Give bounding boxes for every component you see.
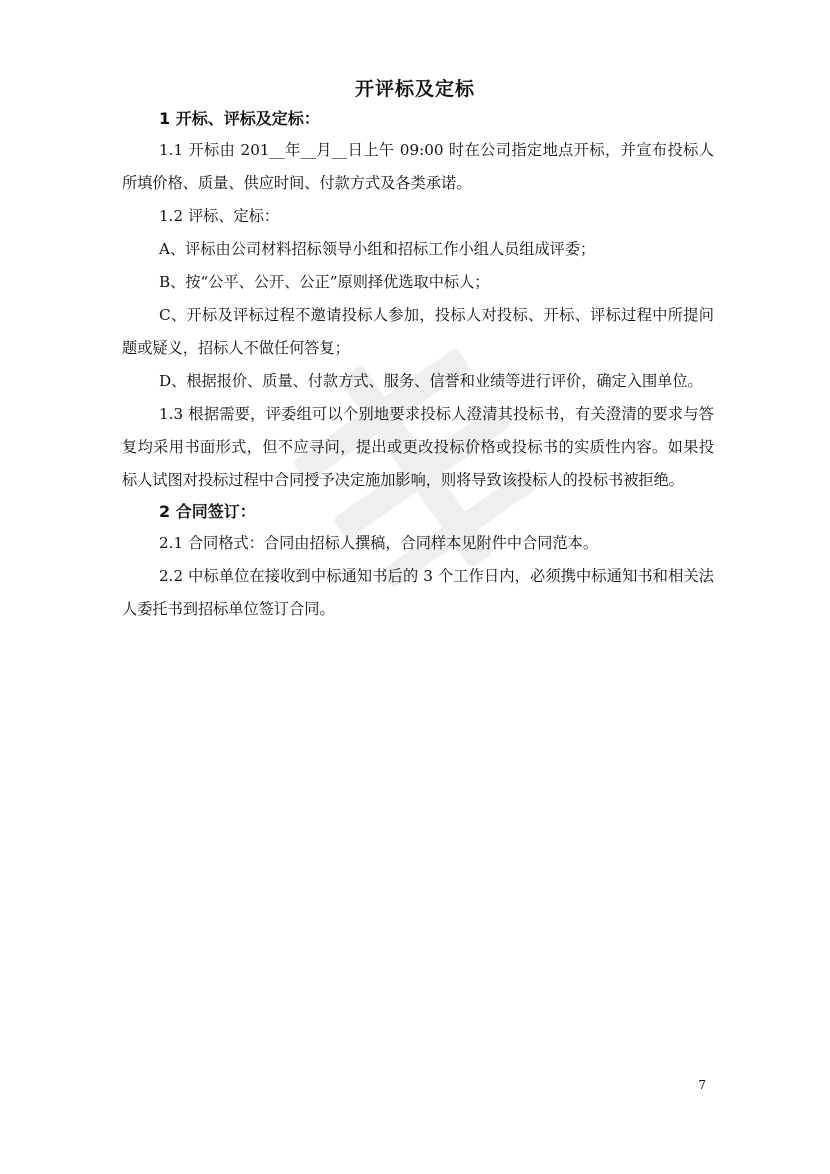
paragraph-2-2: 2.2 中标单位在接收到中标通知书后的 3 个工作日内，必须携中标通知书和相关法人委托书到招标单位签订合同。 xyxy=(122,567,714,618)
paragraph-2-1: 2.1 合同格式：合同由招标人撰稿，合同样本见附件中合同范本。 xyxy=(159,534,599,552)
section-1 xyxy=(122,104,714,497)
page-title: 开评标及定标 xyxy=(354,78,475,100)
section-heading: 2 合同签订： xyxy=(159,502,256,521)
section-2 xyxy=(122,497,714,626)
paragraph-item-d: D、根据报价、质量、付款方式、服务、信誉和业绩等进行评价，确定入围单位。 xyxy=(159,372,703,390)
document-body xyxy=(122,104,714,626)
paragraph-item-b: B、按“公平、公开、公正”原则择优选取中标人； xyxy=(159,273,490,291)
page-number: 7 xyxy=(698,1078,706,1092)
paragraph-1-1: 1.1 开标由 201__年__月__日上午 09:00 时在公司指定地点开标，并宣布投标人所填价格、质量、供应时间、付款方式及各类承诺。 xyxy=(122,141,714,192)
paragraph-1-2: 1.2 评标、定标： xyxy=(159,207,280,225)
paragraph-1-3: 1.3 根据需要，评委组可以个别地要求投标人澄清其投标书，有关澄清的要求与答复均采用书面形式，但不应寻问，提出或更改投标价格或投标书的实质性内容。如果投标人试图对投标过程中合同授予决定施加影响，则将导致该投标人的投标书被拒绝。 xyxy=(122,405,714,489)
section-heading: 1 开标、评标及定标： xyxy=(159,109,320,128)
paragraph-item-c: C、开标及评标过程不邀请投标人参加，投标人对投标、开标、评标过程中所提问题或疑义，招标人不做任何答复； xyxy=(122,306,714,357)
paragraph-item-a: A、评标由公司材料招标领导小组和招标工作小组人员组成评委； xyxy=(159,240,596,258)
